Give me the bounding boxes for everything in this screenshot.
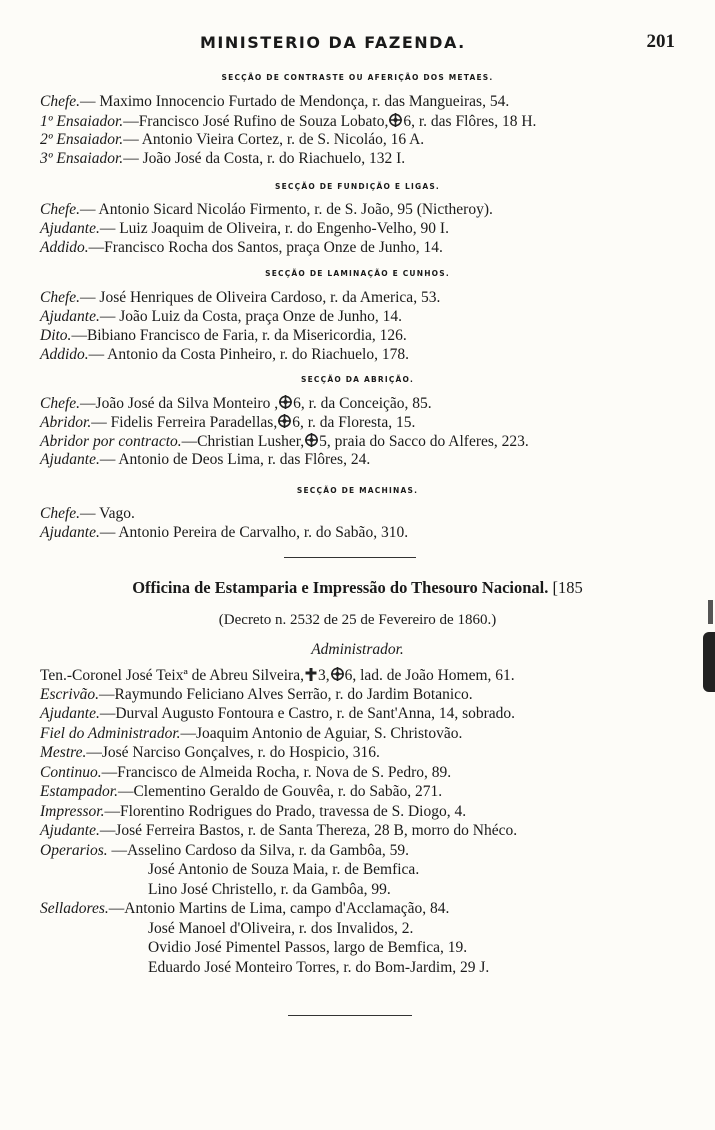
entry-text: — Luiz Joaquim de Oliveira, r. do Engenho-Velho, 90 I. (99, 220, 449, 237)
entry-text-after-icon: 6, lad. de João Homem, 61. (344, 667, 515, 684)
separator-rule-bottom (288, 1015, 412, 1016)
separator-rule (284, 557, 416, 558)
entry-role: Chefe. (40, 289, 81, 306)
roster-entry (40, 666, 700, 687)
entry-text: — João Luiz da Costa, praça Onze de Junho, 14. (99, 308, 403, 325)
roster-entry (40, 524, 700, 542)
entry-role: Dito. (40, 327, 72, 344)
entry-text-after-icon: 6, r. da Conceição, 85. (293, 395, 432, 412)
entry-text: — Antonio Sicard Nicoláo Firmento, r. de S. João, 95 (Nictheroy). (80, 201, 493, 218)
entry-text: —João José da Silva Monteiro , (80, 395, 279, 412)
officina-number: [185 (552, 578, 583, 597)
roster-entry (40, 686, 700, 704)
roster-entry (40, 744, 700, 762)
entry-role: Ajudante. (40, 822, 100, 839)
section-heading: SECÇÃO DA ABRIÇÃO. (300, 375, 415, 384)
entry-text: —José Narciso Gonçalves, r. do Hospicio, 316. (86, 744, 380, 761)
cross-icon (304, 667, 318, 687)
roster-entry (148, 920, 708, 938)
section-heading: SECÇÃO DE CONTRASTE OU AFERIÇÃO DOS METAES. (221, 73, 494, 82)
entry-text: Ovidio José Pimentel Passos, largo de Bemfica, 19. (148, 939, 468, 956)
page-number: 201 (646, 31, 675, 52)
roster-entry (40, 505, 700, 523)
section-heading: SECÇÃO DE MACHINAS. (296, 486, 419, 495)
roster-entry (40, 150, 700, 168)
section-heading: SECÇÃO DE FUNDIÇÃO E LIGAS. (274, 182, 440, 191)
running-header (0, 33, 715, 57)
entry-role: Abridor por contracto. (40, 433, 182, 450)
entry-text: — Fidelis Ferreira Paradellas, (91, 414, 278, 431)
roster-entry (40, 93, 700, 111)
roster-entry (40, 725, 700, 743)
entry-role: 2º Ensaiador. (40, 131, 124, 148)
entry-role: Selladores. (40, 900, 109, 917)
roster-entry (40, 201, 700, 219)
entry-role: Chefe. (40, 395, 81, 412)
entry-role: Mestre. (40, 744, 87, 761)
roster-entry (40, 131, 700, 149)
page-edge-mark (703, 632, 715, 692)
entry-text: —Antonio Martins de Lima, campo d'Acclamação, 84. (108, 900, 450, 917)
entry-text: — Antonio Pereira de Carvalho, r. do Sabão, 310. (99, 524, 409, 541)
roster-entry (40, 842, 700, 860)
roster-entry (40, 900, 700, 918)
roster-entry (40, 705, 700, 723)
page-edge-mark (708, 600, 713, 624)
order-cross-icon (278, 394, 293, 415)
entry-role: Ajudante. (40, 524, 100, 541)
entry-text: —Francisco de Almeida Rocha, r. Nova de S. Pedro, 89. (101, 763, 452, 781)
entry-role: 3º Ensaiador. (40, 150, 124, 167)
entry-text: —Durval Augusto Fontoura e Castro, r. de Sant'Anna, 14, sobrado. (99, 705, 516, 722)
entry-text: —Asselino Cardoso da Silva, r. da Gambôa, 59. (107, 841, 409, 859)
entry-text: — José Henriques de Oliveira Cardoso, r. da America, 53. (80, 289, 441, 306)
officina-title (0, 578, 715, 598)
entry-text: — Vago. (80, 505, 135, 522)
order-cross-icon (388, 112, 403, 133)
decree-line: (Decreto n. 2532 de 25 de Fevereiro de 1860.) (218, 612, 497, 628)
roster-entry (40, 783, 700, 801)
entry-text: —Raymundo Feliciano Alves Serrão, r. do Jardim Botanico. (98, 685, 473, 703)
entry-text: —Joaquim Antonio de Aguiar, S. Christovão. (180, 724, 463, 742)
entry-role: Chefe. (40, 201, 81, 218)
order-cross-icon (330, 666, 345, 687)
officina-title-text: Officina de Estamparia e Impressão do Thesouro Nacional. (132, 578, 549, 597)
entry-text: — Maximo Innocencio Furtado de Mendonça, r. das Mangueiras, 54. (80, 93, 510, 110)
roster-entry (148, 861, 708, 879)
roster-entry (40, 220, 700, 238)
roster-entry (148, 939, 708, 957)
entry-role: Estampador. (40, 783, 118, 800)
roster-entry (40, 327, 700, 345)
entry-text: —Florentino Rodrigues do Prado, travessa de S. Diogo, 4. (104, 802, 467, 820)
header-title: MINISTERIO DA FAZENDA. (200, 33, 466, 52)
entry-role: Operarios. (40, 841, 108, 859)
roster-entry (40, 394, 700, 415)
entry-role: Impressor. (40, 802, 105, 820)
roster-entry (40, 803, 700, 821)
order-cross-icon (277, 413, 292, 434)
entry-text: —Clementino Geraldo de Gouvêa, r. do Sabão, 271. (117, 783, 443, 800)
section-heading: SECÇÃO DE LAMINAÇÃO E CUNHOS. (265, 269, 450, 278)
entry-text: José Antonio de Souza Maia, r. de Bemfica. (148, 861, 420, 878)
entry-text: Eduardo José Monteiro Torres, r. do Bom-Jardim, 29 J. (148, 958, 490, 976)
entry-text: — Antonio da Costa Pinheiro, r. do Riachuelo, 178. (88, 346, 409, 363)
entry-role: Ajudante. (40, 705, 100, 722)
entry-role: Addido. (40, 239, 89, 256)
roster-entry (40, 413, 700, 434)
order-cross-icon (304, 432, 319, 453)
entry-text: —Francisco José Rufino de Souza Lobato, (123, 113, 389, 130)
roster-entry (40, 764, 700, 782)
roster-entry (40, 346, 700, 364)
roster-entry (40, 451, 700, 469)
entry-text-after-icon: 6, r. das Flôres, 18 H. (403, 113, 537, 130)
entry-text: Ten.-Coronel José Teixª de Abreu Silveira, (40, 667, 304, 684)
entry-text-after-icon: 6, r. da Floresta, 15. (292, 414, 416, 431)
entry-role: Chefe. (40, 505, 81, 522)
entry-role: Escrivão. (40, 685, 99, 703)
roster-entry (40, 308, 700, 326)
entry-role: Continuo. (40, 763, 102, 781)
entry-text: —José Ferreira Bastos, r. de Santa Thereza, 28 B, morro do Nhéco. (99, 822, 518, 839)
entry-text: Lino José Christello, r. da Gambôa, 99. (148, 880, 391, 898)
entry-role: Addido. (40, 346, 89, 363)
admin-heading: Administrador. (311, 641, 404, 658)
entry-text: —Bibiano Francisco de Faria, r. da Misericordia, 126. (71, 327, 407, 344)
entry-text: — Antonio de Deos Lima, r. das Flôres, 24. (99, 451, 371, 468)
entry-text-after-icon: 5, praia do Sacco do Alferes, 223. (319, 433, 529, 450)
entry-text: —Francisco Rocha dos Santos, praça Onze de Junho, 14. (88, 239, 443, 256)
entry-text: —Christian Lusher, (181, 433, 305, 450)
roster-entry (40, 289, 700, 307)
roster-entry (148, 959, 708, 977)
roster-entry (40, 239, 700, 257)
entry-role: Fiel do Administrador. (40, 724, 181, 742)
entry-text: José Manoel d'Oliveira, r. dos Invalidos, 2. (148, 919, 414, 937)
entry-text-after-icon: 3, (317, 667, 330, 684)
entry-role: Ajudante. (40, 451, 100, 468)
entry-role: Chefe. (40, 93, 81, 110)
entry-role: Ajudante. (40, 308, 100, 325)
roster-entry (148, 881, 708, 899)
roster-entry (40, 432, 700, 453)
roster-entry (40, 822, 700, 840)
entry-role: Ajudante. (40, 220, 100, 237)
entry-text: — Antonio Vieira Cortez, r. de S. Nicoláo, 16 A. (123, 131, 425, 148)
roster-entry (40, 112, 700, 133)
entry-role: 1º Ensaiador. (40, 113, 124, 130)
entry-role: Abridor. (40, 414, 92, 431)
entry-text: — João José da Costa, r. do Riachuelo, 132 I. (123, 150, 406, 167)
